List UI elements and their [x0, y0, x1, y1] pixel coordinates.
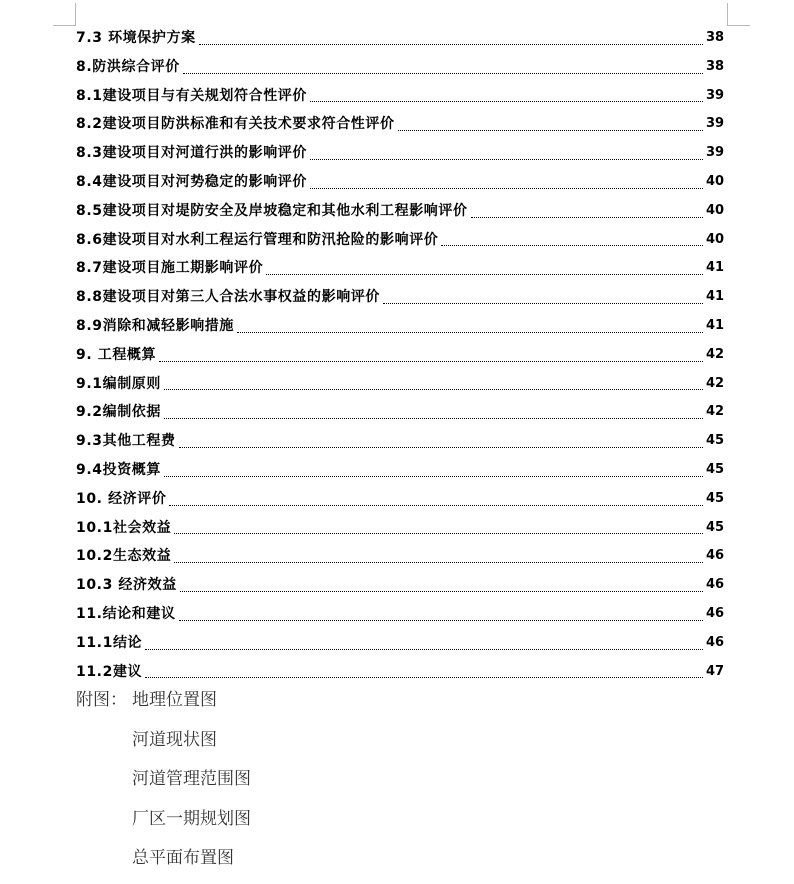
appendix-row [76, 726, 251, 766]
page-corner-mark-left [53, 3, 76, 26]
toc-leader-dots [383, 302, 703, 304]
toc-entry-title: 7.3 环境保护方案 [76, 30, 196, 46]
toc-leader-dots [145, 648, 703, 650]
toc-entry-title: 9. 工程概算 [76, 346, 157, 363]
toc-entry-page: 47 [706, 663, 725, 679]
toc-entry-page: 42 [706, 346, 725, 362]
appendix-row [76, 844, 251, 884]
toc-entry[interactable] [76, 571, 724, 600]
toc-entry-page: 38 [706, 30, 725, 45]
toc-entry-page: 41 [706, 317, 725, 333]
toc-entry-title: 10.2生态效益 [76, 548, 172, 565]
toc-entry[interactable] [76, 254, 724, 283]
toc-entry-page: 46 [706, 605, 725, 621]
toc-entry-page: 46 [706, 577, 725, 593]
toc-entry[interactable] [76, 226, 724, 255]
toc-entry-title: 8.5建设项目对堤防安全及岸坡稳定和其他水利工程影响评价 [76, 202, 468, 219]
toc-leader-dots [237, 331, 703, 333]
toc-entry-title: 11.2建议 [76, 663, 143, 680]
toc-leader-dots [169, 504, 703, 506]
toc-entry[interactable] [76, 485, 724, 514]
toc-entry-page: 39 [706, 145, 725, 161]
toc-entry[interactable] [76, 542, 724, 571]
toc-entry[interactable] [76, 139, 724, 168]
toc-entry-title: 8.1建设项目与有关规划符合性评价 [76, 87, 307, 104]
toc-entry[interactable] [76, 658, 724, 687]
toc-entry-title: 9.2编制依据 [76, 404, 162, 421]
toc-leader-dots [199, 43, 703, 45]
appendix-item: 河道现状图 [132, 729, 217, 750]
toc-entry-page: 42 [706, 375, 725, 391]
toc-leader-dots [180, 590, 703, 592]
toc-leader-dots [398, 129, 703, 131]
toc-entry-title: 10. 经济评价 [76, 490, 167, 507]
appendix-item: 总平面布置图 [132, 848, 234, 868]
toc-entry-title: 9.3其他工程费 [76, 433, 176, 450]
toc-entry-title: 8.6建设项目对水利工程运行管理和防汛抢险的影响评价 [76, 231, 439, 248]
toc-leader-dots [159, 360, 703, 362]
toc-entry-page: 45 [706, 461, 725, 477]
toc-entry[interactable] [76, 514, 724, 543]
appendix-item: 厂区一期规划图 [132, 808, 251, 829]
toc-entry[interactable] [76, 427, 724, 456]
appendix-label: 附图： [76, 690, 127, 710]
toc-entry-page: 41 [706, 260, 725, 276]
toc-entry-title: 8.9消除和减轻影响措施 [76, 317, 235, 334]
toc-entry[interactable] [76, 398, 724, 427]
toc-entry-title: 8.2建设项目防洪标准和有关技术要求符合性评价 [76, 116, 395, 133]
toc-entry[interactable] [76, 82, 724, 111]
toc-entry-title: 8.防洪综合评价 [76, 58, 180, 75]
toc-entry-title: 8.4建设项目对河势稳定的影响评价 [76, 173, 307, 190]
toc-leader-dots [441, 244, 703, 246]
toc-entry-title: 10.3 经济效益 [76, 577, 177, 594]
toc-leader-dots [179, 619, 703, 621]
toc-entry-title: 10.1社会效益 [76, 519, 172, 536]
toc-entry-title: 8.3建设项目对河道行洪的影响评价 [76, 145, 307, 162]
appendix-item: 地理位置图 [132, 690, 217, 710]
toc-leader-dots [174, 532, 703, 534]
toc-entry-page: 40 [706, 173, 725, 189]
toc-entry-page: 46 [706, 548, 725, 564]
toc-entry-title: 11.结论和建议 [76, 605, 176, 622]
toc-entry[interactable] [76, 53, 724, 82]
toc-entry[interactable] [76, 629, 724, 658]
toc-entry-title: 11.1结论 [76, 634, 143, 651]
toc-entry[interactable] [76, 312, 724, 341]
toc-entry-page: 46 [706, 634, 725, 650]
toc-entry-title: 9.1编制原则 [76, 375, 162, 392]
toc-leader-dots [266, 273, 703, 275]
toc-entry-title: 9.4投资概算 [76, 461, 162, 478]
appendix-row [76, 805, 251, 845]
toc-entry[interactable] [76, 600, 724, 629]
toc-leader-dots [310, 158, 703, 160]
toc-entry-page: 40 [706, 231, 725, 247]
toc-entry-page: 41 [706, 289, 725, 305]
toc-leader-dots [183, 72, 703, 74]
toc-leader-dots [164, 417, 703, 419]
page-corner-mark-right [727, 3, 750, 26]
toc-entry[interactable] [76, 110, 724, 139]
toc-leader-dots [174, 561, 703, 563]
toc-entry-title: 8.7建设项目施工期影响评价 [76, 260, 264, 277]
table-of-contents [76, 24, 724, 686]
toc-leader-dots [310, 100, 703, 102]
toc-entry[interactable] [76, 341, 724, 370]
toc-leader-dots [179, 446, 703, 448]
toc-leader-dots [471, 216, 703, 218]
toc-entry-page: 39 [706, 87, 725, 103]
toc-entry-page: 38 [706, 58, 725, 74]
appendix-row [76, 765, 251, 805]
toc-entry-title: 8.8建设项目对第三人合法水事权益的影响评价 [76, 289, 380, 306]
toc-leader-dots [145, 676, 703, 678]
appendix-item: 河道管理范围图 [132, 769, 251, 789]
toc-entry[interactable] [76, 370, 724, 399]
toc-entry[interactable] [76, 197, 724, 226]
toc-entry-page: 42 [706, 404, 725, 420]
toc-leader-dots [164, 388, 703, 390]
toc-entry-page: 45 [706, 519, 725, 535]
toc-entry-page: 40 [706, 202, 725, 218]
toc-entry[interactable] [76, 283, 724, 312]
toc-entry-page: 45 [706, 490, 725, 506]
appendix-figures [76, 686, 251, 884]
toc-entry[interactable] [76, 168, 724, 197]
toc-entry[interactable] [76, 456, 724, 485]
toc-entry-page: 39 [706, 116, 725, 132]
toc-leader-dots [164, 475, 703, 477]
appendix-row [76, 686, 251, 726]
toc-entry-page: 45 [706, 433, 725, 449]
toc-entry[interactable] [76, 24, 724, 53]
toc-leader-dots [310, 187, 703, 189]
